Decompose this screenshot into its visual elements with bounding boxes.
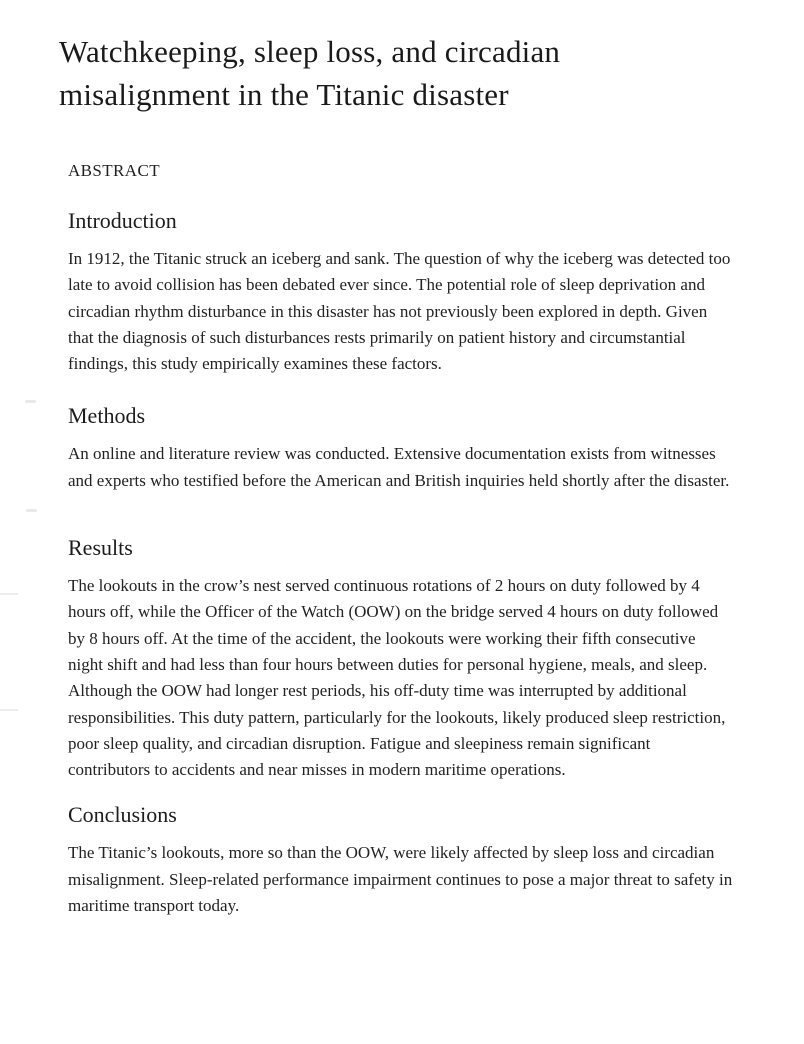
section-results <box>68 534 733 783</box>
abstract-label: ABSTRACT <box>68 161 160 180</box>
left-edge-dash-artifact <box>25 400 36 403</box>
page-title: Watchkeeping, sleep loss, and circadian misalignment in the Titanic disaster <box>59 34 561 112</box>
methods-heading: Methods <box>68 403 145 429</box>
results-body: The lookouts in the crow’s nest served continuous rotations of 2 hours on duty followed by 4 hours off, while the Officer of the Watch (OOW) on the bridge served 4 hours on duty followed by 8 hours off. At the time of the accident, the lookouts were working their fifth consecutive night shift and had less than four hours between duties for personal hygiene, meals, and sleep. Although the OOW had longer rest periods, his off-duty time was interrupted by additional responsibilities. This duty pattern, particularly for the lookouts, likely produced sleep restriction, poor sleep quality, and circadian disruption. Fatigue and sleepiness remain significant contributors to accidents and near misses in modern maritime operations. <box>68 576 726 780</box>
left-edge-rule-artifact <box>0 593 18 595</box>
conclusions-body: The Titanic’s lookouts, more so than the OOW, were likely affected by sleep loss and circadian misalignment. Sleep-related performance impairment continues to pose a major threat to safety in maritime transport today. <box>68 843 733 916</box>
abstract-page <box>0 30 804 1044</box>
left-edge-dash-artifact <box>26 509 37 512</box>
results-heading: Results <box>68 535 133 561</box>
conclusions-heading: Conclusions <box>68 802 177 828</box>
section-introduction <box>68 207 733 377</box>
section-methods <box>68 402 733 494</box>
left-edge-rule-artifact <box>0 709 18 711</box>
introduction-body: In 1912, the Titanic struck an iceberg and sank. The question of why the iceberg was detected too late to avoid collision has been debated ever since. The potential role of sleep deprivation and circadian rhythm disturbance in this disaster has not previously been explored in depth. Given that the diagnosis of such disturbances rests primarily on patient history and circumstantial findings, this study empirically examines these factors. <box>68 249 731 374</box>
section-conclusions <box>68 801 733 919</box>
methods-body: An online and literature review was conducted. Extensive documentation exists from witnesses and experts who testified before the American and British inquiries held shortly after the disaster. <box>68 444 730 490</box>
introduction-heading: Introduction <box>68 208 177 233</box>
